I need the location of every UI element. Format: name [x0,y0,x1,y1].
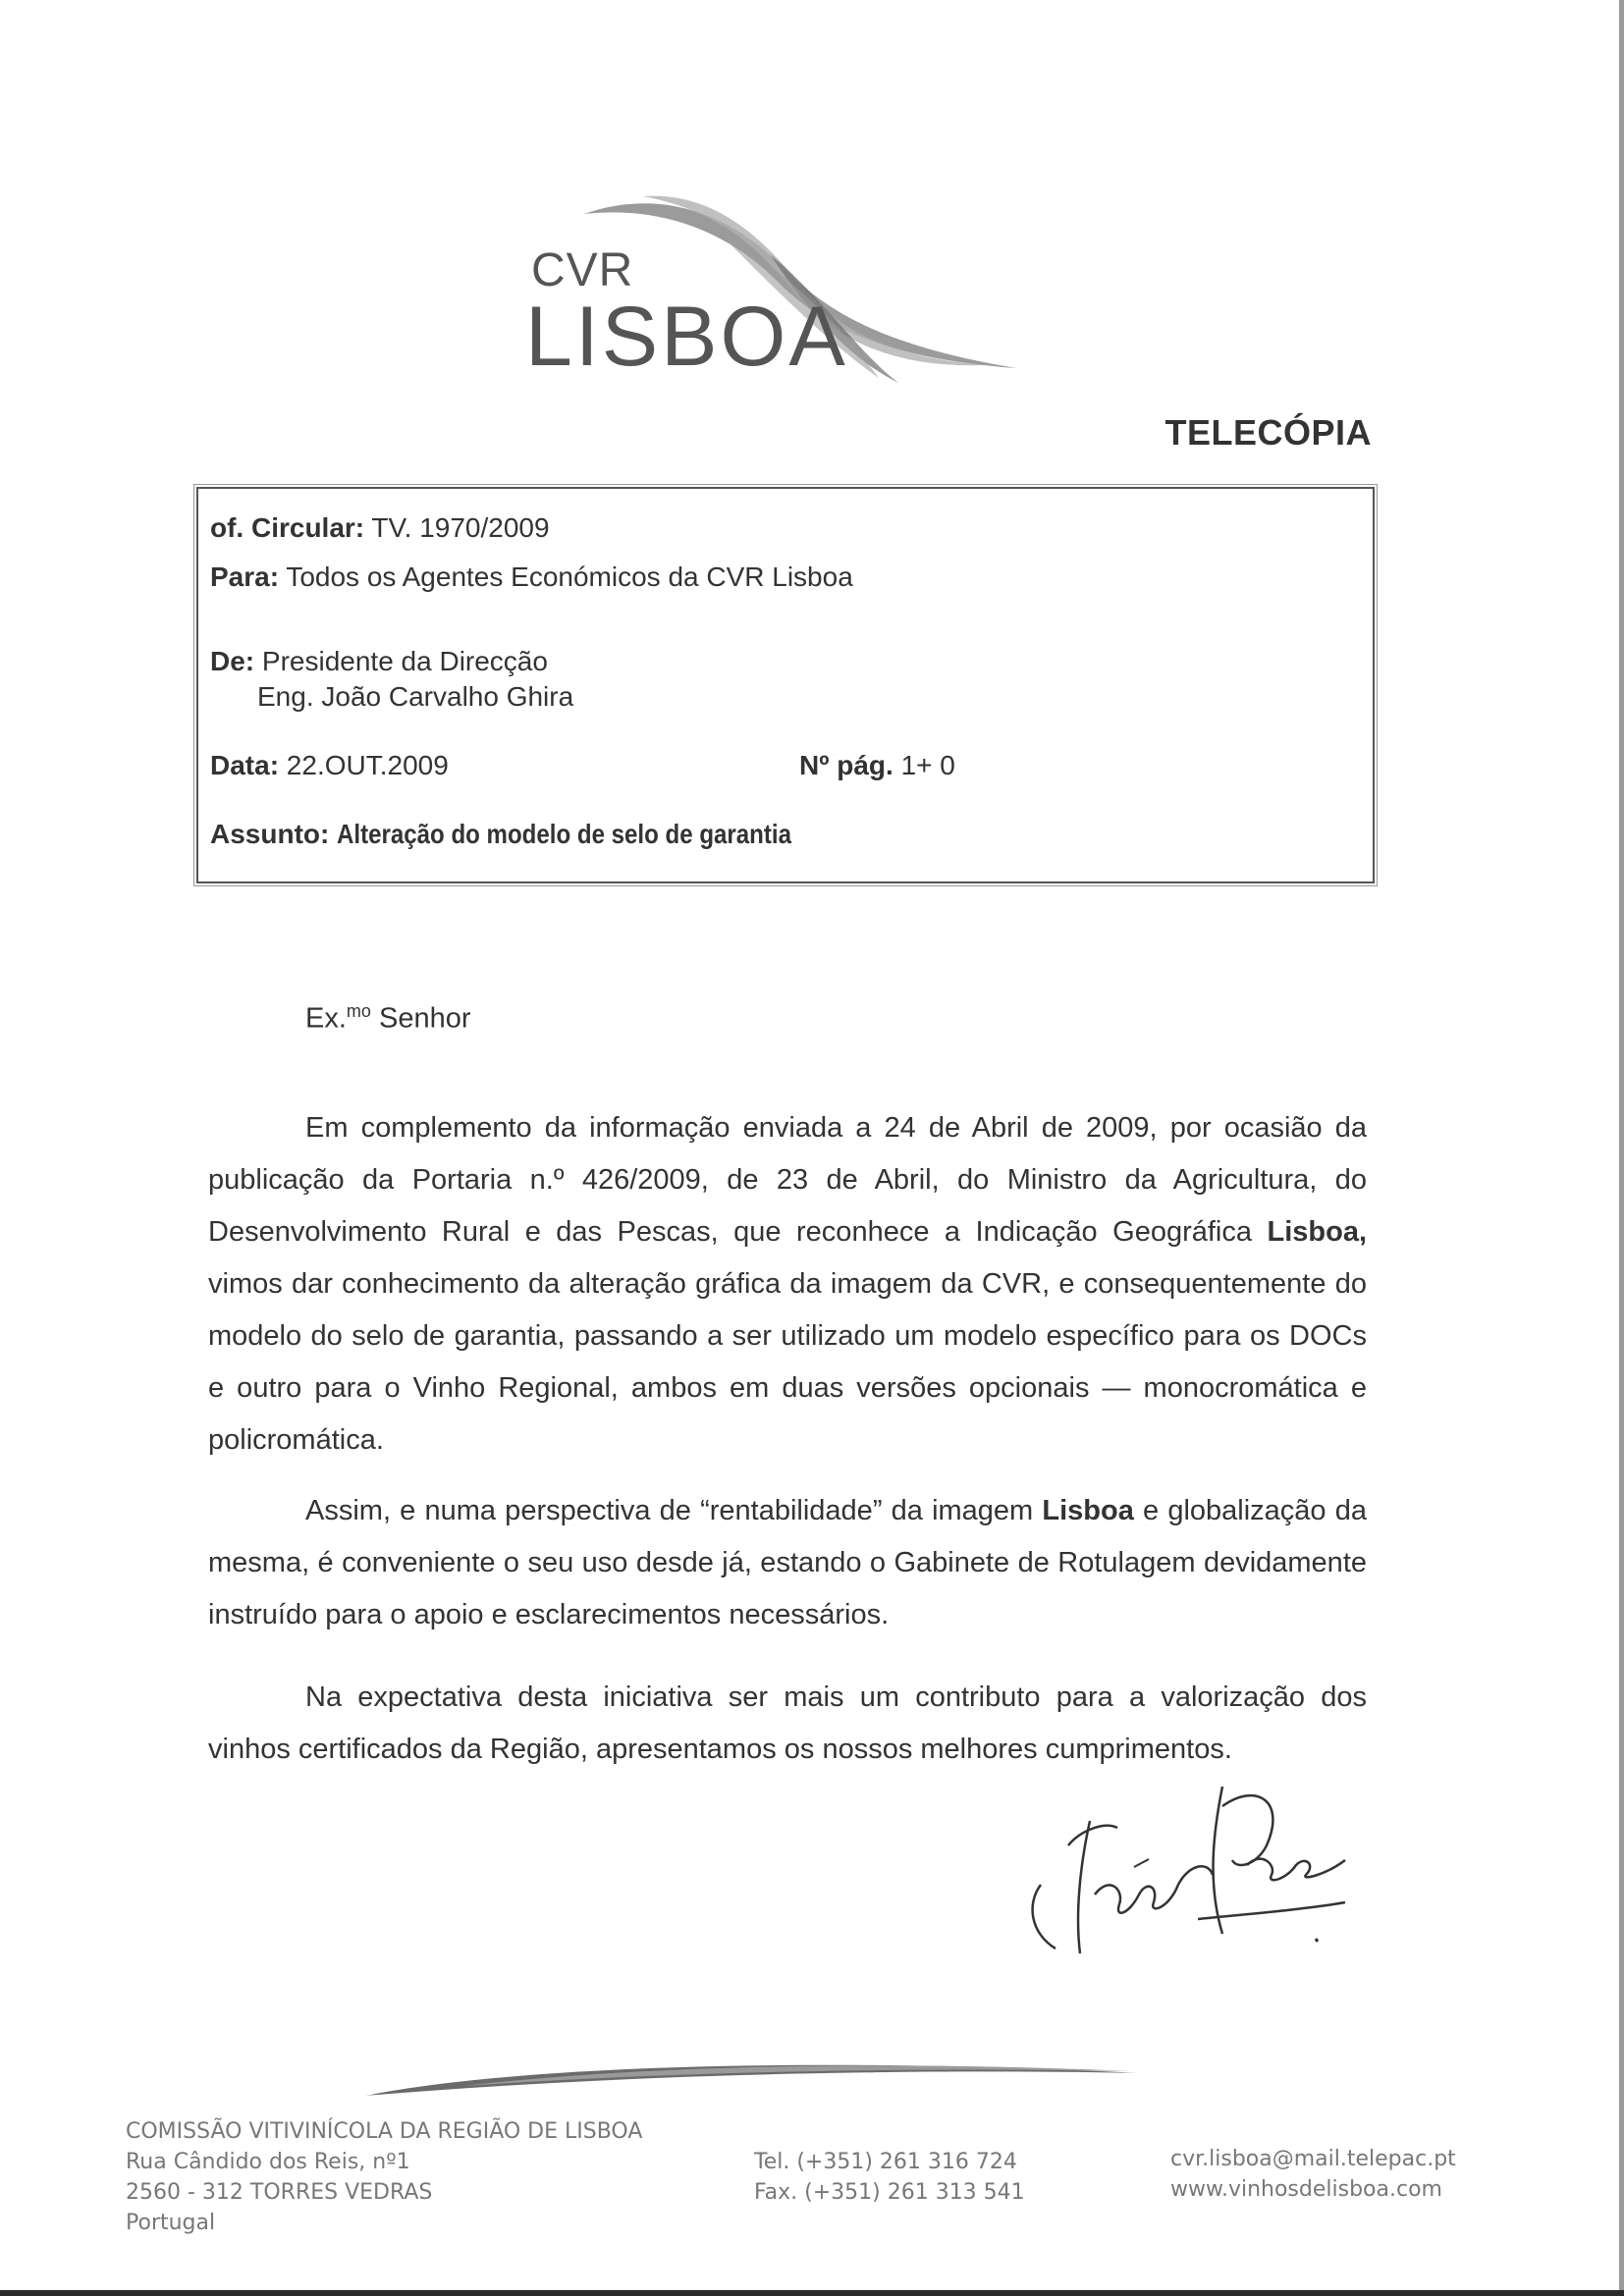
para-row [210,561,853,593]
de-label: De: [210,646,255,676]
circular-label: of. Circular: [210,512,365,543]
data-row [210,750,449,781]
body-paragraph-1 [208,1102,1367,1467]
handwritten-signature [1011,1777,1384,1973]
p1-text-a: Em complemento da informação enviada a 24 de Abril de 2009, por ocasião da publicação da Portaria n.º 426/2009, de 23 de Abril, do Ministro da Agricultura, do Desenvolvimento Rural e das Pescas, que reconhece a Indicação Geográfica [208,1112,1367,1248]
p2-text-b: e globalização da mesma, é conveniente o seu uso desde já, estando o Gabinete de Rotulagem devidamente instruído para o apoio e esclarecimentos necessários. [208,1495,1367,1630]
npag-label: Nº pág. [799,750,893,780]
npag-row [799,750,955,781]
circular-row [210,512,550,544]
salutation-suffix: Senhor [370,1002,471,1035]
para-label: Para: [210,561,280,592]
p2-text-a: Assim, e numa perspectiva de “rentabilidade” da imagem [305,1495,1043,1526]
scan-edge [1619,0,1624,2296]
para-value: Todos os Agentes Económicos da CVR Lisboa [286,561,853,592]
p1-bold-lisboa: Lisboa, [1267,1216,1367,1248]
footer-tel: Tel. (+351) 261 316 724 [754,2150,1017,2174]
logo-cvr-text: CVR [531,244,634,296]
logo-lisboa-text: LISBOA [525,290,848,384]
footer-street: Rua Cândido dos Reis, nº1 [126,2150,410,2174]
document-type-title: TELECÓPIA [1164,412,1372,453]
footer-contact [1170,2144,1456,2205]
footer-phone [754,2147,1025,2208]
cvr-lisboa-logo [525,187,1036,393]
de-value-line1: Presidente da Direcção [261,646,548,676]
de-value-line2: Eng. João Carvalho Ghira [257,681,574,712]
body-paragraph-3 [208,1672,1367,1776]
assunto-value: Alteração do modelo de selo de garantia [337,819,792,849]
de-row [210,646,548,677]
salutation-superscript: mo [346,1001,371,1021]
footer-address [126,2116,642,2238]
npag-value: 1+ 0 [900,750,955,780]
body-paragraph-2 [208,1485,1367,1641]
footer-website: www.vinhosdelisboa.com [1170,2177,1442,2202]
p2-bold-lisboa: Lisboa [1042,1495,1134,1526]
assunto-label: Assunto: [210,819,330,849]
footer-org-name: COMISSÃO VITIVINÍCOLA DA REGIÃO DE LISBOA [126,2119,643,2144]
footer-email: cvr.lisboa@mail.telepac.pt [1170,2147,1456,2171]
footer-swoosh-graphic [365,2052,1151,2101]
p3-text: Na expectativa desta iniciativa ser mais um contributo para a valorização dos vinhos certificados da Região, apresentamos os nossos melhores cumprimentos. [208,1682,1367,1765]
footer-fax: Fax. (+351) 261 313 541 [754,2180,1025,2205]
assunto-row [210,819,865,850]
scan-bottom-edge [0,2290,1624,2296]
salutation-prefix: Ex. [305,1002,347,1035]
fax-header-box [196,487,1375,883]
footer-country: Portugal [126,2211,216,2235]
data-label: Data: [210,750,280,780]
circular-value: TV. 1970/2009 [371,512,550,543]
footer-city: 2560 - 312 TORRES VEDRAS [126,2180,433,2205]
p1-text-b: vimos dar conhecimento da alteração gráfica da imagem da CVR, e consequentemente do modelo do selo de garantia, passando a ser utilizado um modelo específico para os DOCs e outro para o Vinho Regional, ambos em duas versões opcionais — monocromática e policromática. [208,1268,1367,1456]
de-row-2 [257,681,573,713]
salutation [305,1001,471,1036]
data-value: 22.OUT.2009 [286,750,449,780]
